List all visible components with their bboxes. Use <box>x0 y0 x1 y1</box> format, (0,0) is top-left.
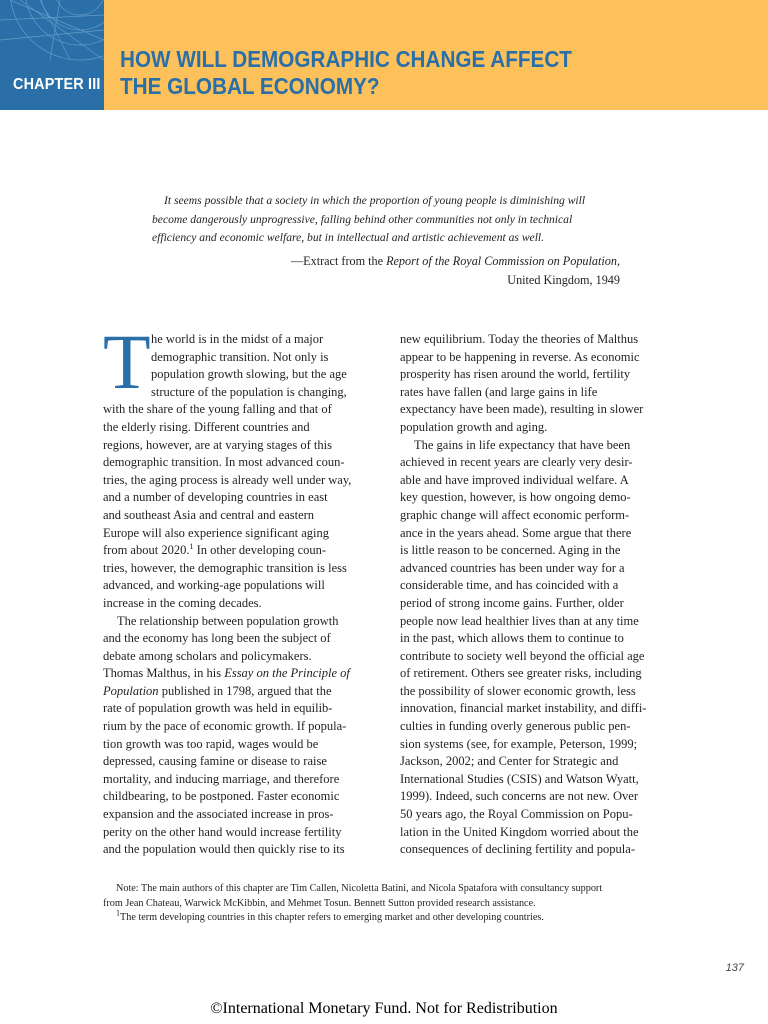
note-line: from Jean Chateau, Warwick McKibbin, and Mehmet Tosun. Bennett Sutton provided research assistance. <box>103 897 536 909</box>
body-line: perity on the other hand would increase fertility <box>103 824 342 839</box>
body-line: expansion and the associated increase in pros- <box>103 807 334 822</box>
body-line: contribute to society well beyond the official age <box>400 648 645 663</box>
body-line: demographic transition. Not only is <box>151 349 329 364</box>
body-line: The relationship between population growth <box>117 613 339 628</box>
body-line: of retirement. Others see greater risks, including <box>400 666 642 681</box>
chapter-box <box>0 0 104 110</box>
body-line: and the economy has long been the subject of <box>103 631 331 646</box>
epigraph-quote <box>152 192 622 248</box>
body-line: debate among scholars and policymakers. <box>103 648 312 663</box>
body-column-left <box>103 331 368 859</box>
body-line: tion growth was too rapid, wages would be <box>103 736 319 751</box>
body-line: is little reason to be concerned. Aging in the <box>400 543 621 558</box>
footnote: $^1$The term developing countries in this chapter refers to emerging market and other developing countries. <box>116 908 544 923</box>
body-line: advanced, and working-age populations will <box>103 578 325 593</box>
copyright-notice: ©International Monetary Fund. Not for Redistribution <box>210 1000 558 1017</box>
body-line: International Studies (CSIS) and Watson Wyatt, <box>400 771 639 786</box>
body-line: depressed, causing famine or disease to raise <box>103 754 327 769</box>
body-line: consequences of declining fertility and popula- <box>400 842 635 857</box>
body-line: sion systems (see, for example, Peterson, 1999; <box>400 736 638 751</box>
body-line: regions, however, are at varying stages of this <box>103 437 332 452</box>
body-line: key question, however, is how ongoing demo- <box>400 490 631 505</box>
body-line: mortality, and inducing marriage, and therefore <box>103 771 340 786</box>
body-line: tries, however, the demographic transition is less <box>103 560 347 575</box>
body-line: demographic transition. In most advanced coun- <box>103 455 345 470</box>
body-line: considerable time, and has coincided with a <box>400 578 619 593</box>
epigraph-line: It seems possible that a society in which the proportion of young people is diminishing will <box>164 194 586 207</box>
body-line: period of strong income gains. Further, older <box>400 595 624 610</box>
body-line: culties in funding overly generous public pen- <box>400 719 631 734</box>
attribution-line: —Extract from the Report of the Royal Commission on Population, <box>290 254 620 268</box>
body-line: lation in the United Kingdom worried about the <box>400 824 639 839</box>
footnote-number: 1 <box>116 908 120 918</box>
body-line: with the share of the young falling and that of <box>103 402 332 417</box>
epigraph-line: become dangerously unprogressive, falling behind other communities not only in technical <box>152 212 573 226</box>
body-line: childbearing, to be postponed. Faster economic <box>103 789 340 804</box>
attribution-line: United Kingdom, 1949 <box>507 272 620 287</box>
body-line: increase in the coming decades. <box>103 595 262 610</box>
body-line: and the population would then quickly rise to its <box>103 842 345 857</box>
body-line: The gains in life expectancy that have been <box>414 437 631 452</box>
body-line: Thomas Malthus, in his Essay on the Principle of <box>103 666 350 681</box>
chapter-title <box>120 46 624 100</box>
body-line: from about 2020.$^1$ In other developing coun- <box>103 541 327 558</box>
body-line: and southeast Asia and central and eastern <box>103 507 315 522</box>
body-line: the elderly rising. Different countries and <box>103 419 310 434</box>
body-line: achieved in recent years are clearly very desir- <box>400 455 633 470</box>
body-line: graphic change will affect economic perform- <box>400 507 630 522</box>
body-line: population growth and aging. <box>400 419 548 434</box>
header-band <box>0 0 768 110</box>
body-line: Jackson, 2002; and Center for Strategic and <box>400 754 619 769</box>
body-line: rium by the pace of economic growth. If popula- <box>103 719 347 734</box>
body-line: advanced countries has been under way for a <box>400 560 625 575</box>
epigraph-attribution <box>200 252 620 289</box>
body-line: prosperity has risen around the world, fertility <box>400 367 631 382</box>
page-number: 137 <box>725 962 744 974</box>
body-line: tries, the aging process is already well under way, <box>103 472 352 487</box>
body-line: and a number of developing countries in east <box>103 490 328 505</box>
footnote-ref: 1 <box>189 541 194 551</box>
body-line: new equilibrium. Today the theories of Malthus <box>400 332 639 346</box>
note-line: Note: The main authors of this chapter are Tim Callen, Nicoletta Batini, and Nicola Spatafora with consultancy support <box>116 883 603 894</box>
body-line: appear to be happening in reverse. As economic <box>400 349 640 364</box>
body-line: innovation, financial market instability, and diffi- <box>400 701 647 716</box>
body-line: he world is in the midst of a major <box>151 332 324 346</box>
body-line: people now lead healthier lives than at any time <box>400 613 639 628</box>
epigraph-line: efficiency and economic welfare, but in intellectual and artistic achievement as well. <box>152 231 545 244</box>
body-line: rates have fallen (and large gains in life <box>400 384 598 399</box>
drop-cap: T <box>103 318 151 405</box>
body-line: 50 years ago, the Royal Commission on Popu- <box>400 807 633 822</box>
body-line: Europe will also experience significant aging <box>103 525 329 540</box>
body-line: ance in the years ahead. Some argue that there <box>400 525 632 540</box>
chapter-title-line: THE GLOBAL ECONOMY? <box>120 73 380 99</box>
chapter-title-line: HOW WILL DEMOGRAPHIC CHANGE AFFECT <box>120 46 572 72</box>
body-line: structure of the population is changing, <box>151 384 347 399</box>
body-line: expectancy have been made), resulting in slower <box>400 402 644 417</box>
chapter-label: CHAPTER III <box>13 76 101 93</box>
body-line: Population published in 1798, argued that the <box>103 683 332 698</box>
body-line: able and have improved individual welfare. A <box>400 472 629 487</box>
chapter-notes <box>103 882 683 926</box>
body-line: 1999). Indeed, such concerns are not new. Over <box>400 789 638 804</box>
body-line: rate of population growth was held in equilib- <box>103 701 333 716</box>
body-column-right <box>400 331 665 859</box>
body-line: population growth slowing, but the age <box>151 367 347 382</box>
body-line: in the past, which allows them to continue to <box>400 631 624 646</box>
body-line: the possibility of slower economic growth, less <box>400 683 636 698</box>
